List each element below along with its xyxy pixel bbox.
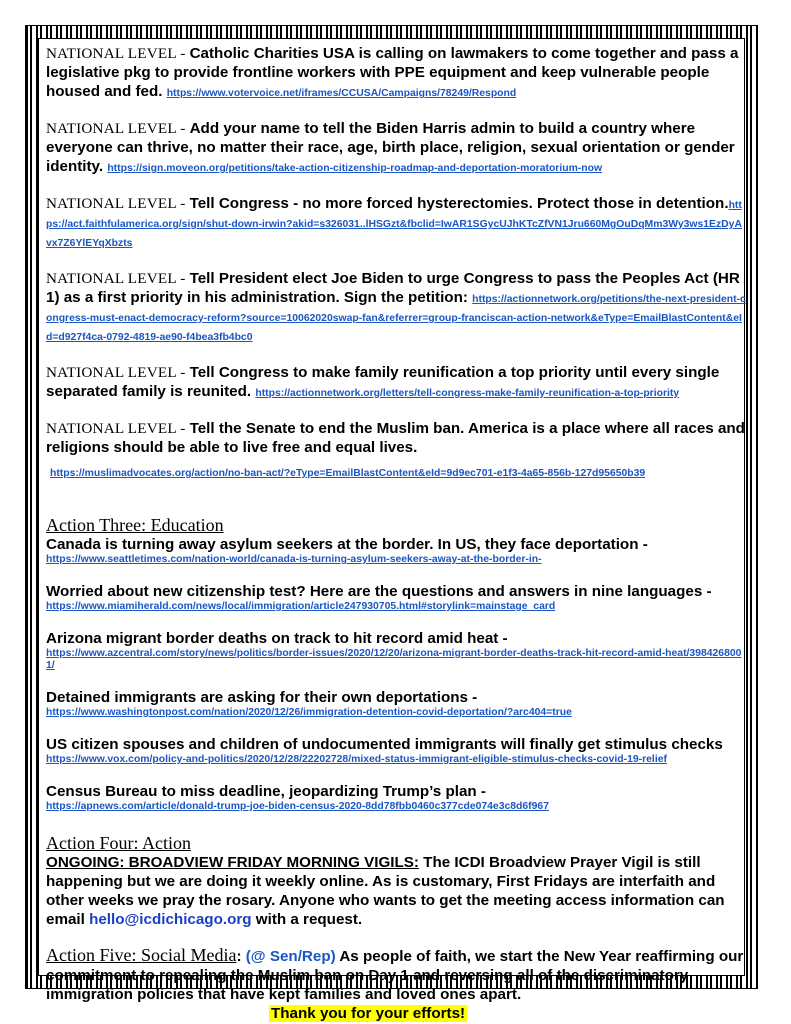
action-link[interactable]: https://www.votervoice.net/iframes/CCUSA/Campaigns/78249/Respond <box>166 88 517 99</box>
article-link[interactable]: https://www.vox.com/policy-and-politics/2020/12/28/22202728/mixed-status-immigrant-eligible-stimulus-checks-covid-19-relief <box>46 754 667 765</box>
section-title: Action Three: Education <box>46 515 224 535</box>
education-item <box>46 629 746 672</box>
article-link[interactable]: https://apnews.com/article/donald-trump-joe-biden-census-2020-8dd78fbb0460c377cde074e3c8d6f967 <box>46 801 549 812</box>
item-text: Catholic Charities USA is calling on lawmakers to come together and pass a legislative pkg to provide frontline workers with PPE equipment and keep vulnerable people housed and fed. <box>46 45 739 100</box>
action-three-section <box>46 515 746 813</box>
education-item <box>46 688 746 719</box>
education-item <box>46 782 746 813</box>
item-text: Arizona migrant border deaths on track to hit record amid heat - <box>46 630 508 647</box>
action-link[interactable]: https://act.faithfulamerica.org/sign/shut-down-irwin?akid=s326031..lHSGzt&fbclid=IwAR1SGycUJhKTcZfVN1Jru660MgOuDqMm3Wy3ws1EzDyAvx7Z6YlEYqXbzts <box>46 200 742 249</box>
item-text: Tell Congress to make family reunification a top priority until every single separated family is reunited. <box>46 364 720 400</box>
level-label: NATIONAL LEVEL - <box>46 270 190 287</box>
item-text: Tell President elect Joe Biden to urge Congress to pass the Peoples Act (HR 1) as a first priority in his administration. Sign the petition: <box>46 270 740 306</box>
section-title: Action Five: Social Media <box>46 945 237 965</box>
level-label: NATIONAL LEVEL - <box>46 45 190 62</box>
social-text: As people of faith, we start the New Year reaffirming our commitment to repealing the Muslim ban on Day 1 and reversing all of the discriminatory immigration policies that have kept families and loved ones apart. <box>46 948 744 1003</box>
item-text: US citizen spouses and children of undocumented immigrants will finally get stimulus checks <box>46 736 723 753</box>
item-text: Census Bureau to miss deadline, jeopardizing Trump’s plan - <box>46 783 486 800</box>
item-text: Detained immigrants are asking for their own deportations - <box>46 689 478 706</box>
national-item-4 <box>46 269 746 345</box>
action-link[interactable]: https://actionnetwork.org/letters/tell-congress-make-family-reunification-a-top-priority <box>255 388 680 399</box>
level-label: NATIONAL LEVEL - <box>46 420 190 437</box>
level-label: NATIONAL LEVEL - <box>46 364 190 381</box>
article-link[interactable]: https://www.seattletimes.com/nation-world/canada-is-turning-asylum-seekers-away-at-the-border-in- <box>46 554 542 565</box>
education-item <box>46 582 746 613</box>
section-title: Action Four: Action <box>46 833 191 853</box>
email-link[interactable]: hello@icdichicago.org <box>89 911 252 928</box>
item-text: Add your name to tell the Biden Harris admin to build a country where everyone can thrive, no matter their race, age, birth place, religion, sexual orientation or gender identity. <box>46 120 735 175</box>
national-item-3 <box>46 194 746 251</box>
item-text: Worried about new citizenship test? Here are the questions and answers in nine languages - <box>46 583 712 600</box>
article-link[interactable]: https://www.miamiherald.com/news/local/immigration/article247930705.html#storylink=mainstage_card <box>46 601 556 612</box>
action-five-section <box>46 945 746 1023</box>
action-link[interactable]: https://sign.moveon.org/petitions/take-action-citizenship-roadmap-and-deportation-moratorium-now <box>107 163 603 174</box>
level-label: NATIONAL LEVEL - <box>46 195 190 212</box>
vigil-heading: ONGOING: BROADVIEW FRIDAY MORNING VIGILS: <box>46 854 419 871</box>
level-label: NATIONAL LEVEL - <box>46 120 190 137</box>
education-item <box>46 535 746 566</box>
education-item <box>46 735 746 766</box>
article-link[interactable]: https://www.azcentral.com/story/news/politics/border-issues/2020/12/20/arizona-migrant-border-deaths-track-hit-record-amid-heat/3984268001/ <box>46 648 742 671</box>
thank-you-note: Thank you for your efforts! <box>271 1005 466 1022</box>
item-text: Tell Congress - no more forced hysterectomies. Protect those in detention. <box>189 195 729 212</box>
article-link[interactable]: https://www.washingtonpost.com/nation/2020/12/26/immigration-detention-covid-deportation/?arc404=true <box>46 707 572 718</box>
national-item-2 <box>46 119 746 176</box>
colon: : <box>236 948 246 965</box>
national-item-5 <box>46 363 746 401</box>
action-link[interactable]: https://muslimadvocates.org/action/no-ban-act/?eType=EmailBlastContent&eId=9d9ec701-e1f3-4a65-856b-127d95650b39 <box>50 468 646 479</box>
national-item-1 <box>46 44 746 101</box>
social-handle: (@ Sen/Rep) <box>245 948 336 965</box>
item-text: Canada is turning away asylum seekers at the border. In US, they face deportation - <box>46 536 648 553</box>
action-link[interactable]: https://actionnetwork.org/petitions/the-next-president-congress-must-enact-democracy-reform?source=10062020swap-fan&referrer=group-franciscan-action-network&eType=EmailBlastContent&eId=d927f4ca-0792-4819-ae90-f4bea3fb4bc0 <box>46 294 746 343</box>
action-four-section <box>46 833 746 929</box>
vigil-text: The ICDI Broadview Prayer Vigil is still happening but we are doing it weekly online. As is customary, First Fridays are interfaith and other weeks we pray the rosary. Anyone who wants to get the meeting access information can email <box>46 854 725 928</box>
national-item-6 <box>46 419 746 481</box>
item-text: Tell the Senate to end the Muslim ban. America is a place where all races and religions should be able to live free and equal lives. <box>46 420 745 456</box>
page-content <box>46 44 746 1023</box>
vigil-tail: with a request. <box>251 911 363 928</box>
